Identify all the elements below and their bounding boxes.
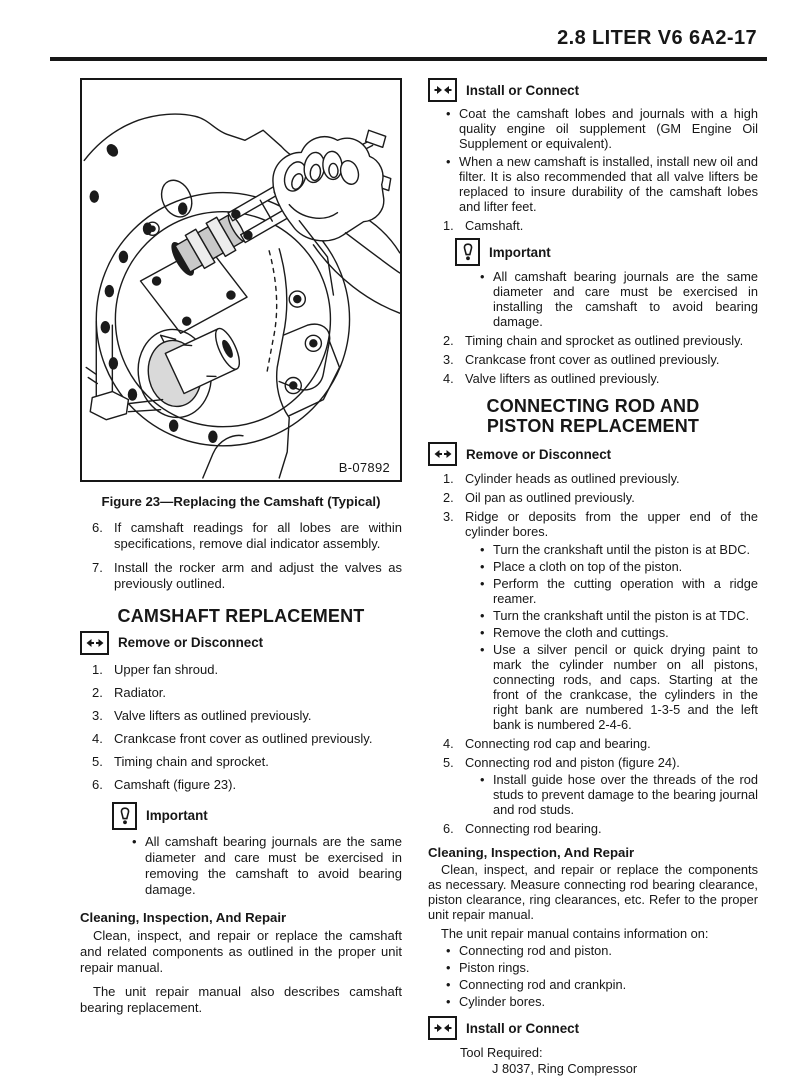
figure-drawing-number: B-07892 <box>338 460 390 475</box>
figure-23 <box>80 78 402 482</box>
bullet-item: • Coat the camshaft lobes and journals with a high quality engine oil supplement (GM Engine Oil Supplement or equivalent). <box>446 106 758 151</box>
bullet-item: • Piston rings. <box>446 960 758 975</box>
bullet-item: • Turn the crankshaft until the piston is at TDC. <box>480 608 758 623</box>
important-icon <box>455 238 480 266</box>
important-note: • All camshaft bearing journals are the same diameter and care must be exercised in removing the camshaft to avoid bearing damage. <box>132 834 402 898</box>
section-heading-connecting-rod <box>428 396 758 436</box>
remove-or-disconnect-row <box>80 631 402 655</box>
step-text: Connecting rod and piston (figure 24). <box>465 755 680 770</box>
bullet-item: • Place a cloth on top of the piston. <box>480 559 758 574</box>
step-number: 5. <box>92 754 103 769</box>
step-text: Connecting rod bearing. <box>465 821 602 836</box>
step-text: Crankcase front cover as outlined previously. <box>114 731 373 746</box>
step-text: Radiator. <box>114 685 167 700</box>
numbered-step <box>443 333 758 348</box>
step-text: Timing chain and sprocket. <box>114 754 269 769</box>
install-connect-icon <box>428 78 457 102</box>
step-text: Camshaft. <box>465 218 524 233</box>
numbered-step <box>92 754 402 770</box>
tool-required-label: Tool Required: <box>460 1045 543 1060</box>
step-number: 3. <box>92 708 103 723</box>
bullet-item: • Cylinder bores. <box>446 994 758 1009</box>
bullet-item: • When a new camshaft is installed, install new oil and filter. It is also recommended that all valve lifters be replaced to insure durability of the camshaft lobes and lifter feet. <box>446 154 758 214</box>
numbered-step <box>443 736 758 751</box>
numbered-step <box>443 218 758 233</box>
step-number: 1. <box>443 471 454 486</box>
step-number: 7. <box>92 560 103 575</box>
step-number: 5. <box>443 755 454 770</box>
install-or-connect-label: Install or Connect <box>466 1020 580 1036</box>
bullet-item: • Use a silver pencil or quick drying paint to mark the cylinder number on all pistons, connecting rods, and caps. Starting at the front of the crankcase, the cylinders in the right bank are numbered 1-3-5 and the left bank is numbered 2-4-6. <box>480 642 758 732</box>
important-note: • All camshaft bearing journals are the same diameter and care must be exercised in installing the camshaft to avoid bearing damage. <box>480 269 758 329</box>
paragraph: The unit repair manual contains information on: <box>441 926 709 941</box>
step-number: 2. <box>92 685 103 700</box>
left-column <box>80 78 402 1016</box>
heading-line: CONNECTING ROD AND <box>486 396 700 416</box>
important-label: Important <box>489 244 551 260</box>
numbered-step <box>443 755 758 770</box>
step-number: 3. <box>443 509 454 524</box>
step-text: Timing chain and sprocket as outlined previously. <box>465 333 744 348</box>
step-text: Valve lifters as outlined previously. <box>114 708 312 723</box>
step-number: 3. <box>443 352 454 367</box>
numbered-step <box>443 352 758 367</box>
numbered-step <box>92 777 402 793</box>
bullet-item: • Connecting rod and crankpin. <box>446 977 758 992</box>
step-number: 6. <box>443 821 454 836</box>
page-header-title: 2.8 LITER V6 6A2-17 <box>557 27 757 49</box>
important-row <box>455 238 758 266</box>
step-number: 4. <box>443 371 454 386</box>
remove-or-disconnect-row <box>428 442 758 466</box>
figure-caption: Figure 23—Replacing the Camshaft (Typical) <box>101 494 381 509</box>
step-number: 1. <box>92 662 103 677</box>
tool-name: J 8037, Ring Compressor <box>492 1061 638 1076</box>
numbered-step <box>92 662 402 678</box>
paragraph: Clean, inspect, and repair or replace the camshaft and related components as outlined in the proper unit repair manual. <box>80 928 402 975</box>
numbered-step <box>443 821 758 836</box>
important-row <box>112 802 402 830</box>
step-text: Ridge or deposits from the upper end of the cylinder bores. <box>465 509 758 539</box>
heading-line: PISTON REPLACEMENT <box>486 416 700 436</box>
numbered-step <box>92 708 402 724</box>
numbered-step <box>443 490 758 505</box>
important-label: Important <box>146 808 208 823</box>
install-connect-icon <box>428 1016 457 1040</box>
step-text: Connecting rod cap and bearing. <box>465 736 651 751</box>
step-number: 4. <box>92 731 103 746</box>
bullet-item: • Install guide hose over the threads of the rod studs to prevent damage to the bearing journal and rod studs. <box>480 772 758 817</box>
step-text: Crankcase front cover as outlined previously. <box>465 352 720 367</box>
bullet-item: • Turn the crankshaft until the piston is at BDC. <box>480 542 758 557</box>
cleaning-heading: Cleaning, Inspection, And Repair <box>428 845 635 860</box>
step-text: Oil pan as outlined previously. <box>465 490 635 505</box>
numbered-step <box>443 509 758 539</box>
header-rule <box>50 57 767 61</box>
remove-or-disconnect-label: Remove or Disconnect <box>118 635 264 650</box>
paragraph: Clean, inspect, and repair or replace the components as necessary. Measure connecting rod bearing clearance, piston clearance, ring clearances, etc. Refer to the proper unit repair manual. <box>428 862 758 922</box>
paragraph: The unit repair manual also describes camshaft bearing replacement. <box>80 984 402 1015</box>
step-text: Valve lifters as outlined previously. <box>465 371 660 386</box>
bullet-item: • Remove the cloth and cuttings. <box>480 625 758 640</box>
step-text: Install the rocker arm and adjust the valves as previously outlined. <box>114 560 402 591</box>
install-or-connect-label: Install or Connect <box>466 82 580 98</box>
bullet-item: • Perform the cutting operation with a ridge reamer. <box>480 576 758 606</box>
numbered-step <box>92 560 402 592</box>
step-text: Upper fan shroud. <box>114 662 219 677</box>
step-number: 4. <box>443 736 454 751</box>
step-text: Camshaft (figure 23). <box>114 777 237 792</box>
right-column <box>428 78 758 1076</box>
install-or-connect-row <box>428 78 758 102</box>
step-number: 6. <box>92 777 103 792</box>
cleaning-heading: Cleaning, Inspection, And Repair <box>80 910 287 925</box>
step-number: 2. <box>443 490 454 505</box>
step-text: Cylinder heads as outlined previously. <box>465 471 680 486</box>
step-number: 1. <box>443 218 454 233</box>
numbered-step <box>443 371 758 386</box>
bullet-item: • Connecting rod and piston. <box>446 943 758 958</box>
numbered-step <box>92 685 402 701</box>
numbered-step <box>92 731 402 747</box>
camshaft-figure-drawing <box>82 80 400 480</box>
important-icon <box>112 802 137 830</box>
remove-disconnect-icon <box>80 631 109 655</box>
remove-disconnect-icon <box>428 442 457 466</box>
numbered-step <box>92 520 402 552</box>
step-number: 6. <box>92 520 103 535</box>
install-or-connect-row <box>428 1016 758 1040</box>
numbered-step <box>443 471 758 486</box>
remove-or-disconnect-label: Remove or Disconnect <box>466 446 612 462</box>
step-number: 2. <box>443 333 454 348</box>
step-text: If camshaft readings for all lobes are within specifications, remove dial indicator assembly. <box>114 520 402 551</box>
section-heading-camshaft-replacement: CAMSHAFT REPLACEMENT <box>117 606 365 626</box>
